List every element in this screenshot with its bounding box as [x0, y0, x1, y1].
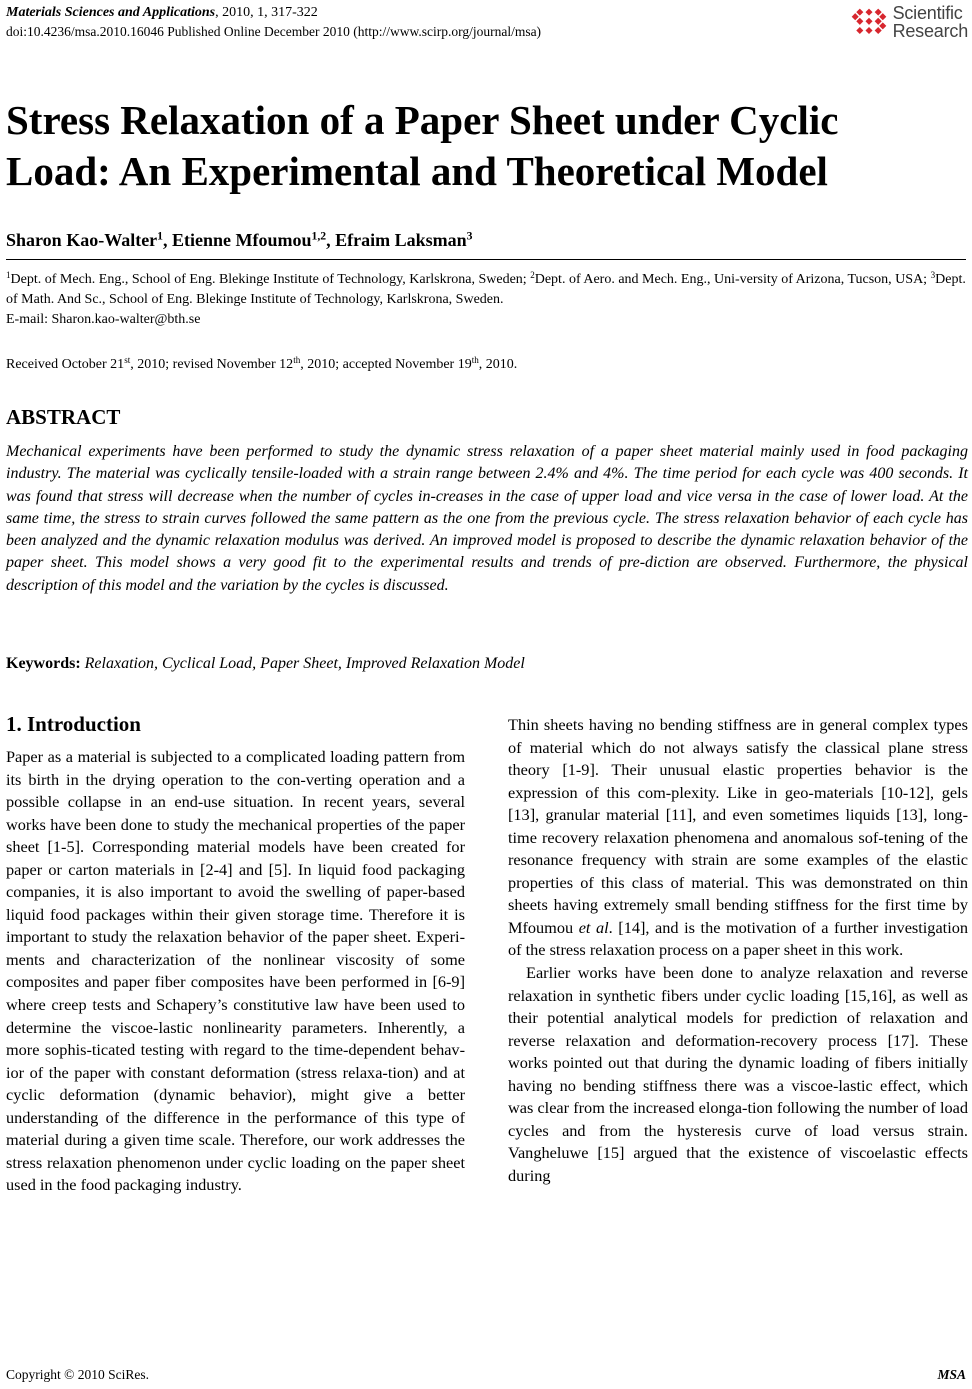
ordinal-suffix: th [471, 355, 479, 365]
title-line-1: Stress Relaxation of a Paper Sheet under Cyclic [6, 97, 839, 143]
left-column [6, 746, 465, 1197]
author-name: Etienne Mfoumou [172, 230, 312, 250]
footer-copyright: Copyright © 2010 SciRes. [6, 1367, 150, 1382]
author-separator: , [326, 230, 336, 250]
author-affiliation-mark: 3 [466, 229, 473, 243]
affiliation-text: Dept. of Aero. and Mech. Eng., Uni-versity of Arizona, Tucson, USA; [534, 272, 931, 287]
journal-citation [6, 4, 318, 21]
logo-square [865, 9, 872, 16]
section-heading-introduction: 1. Introduction [6, 712, 141, 736]
author-list [6, 229, 472, 251]
et-al-text: et al [578, 917, 609, 937]
publisher-logo [849, 2, 968, 42]
logo-line-1: Scientific [892, 3, 963, 23]
ordinal-suffix: th [293, 355, 301, 365]
logo-square [874, 9, 881, 16]
affiliation-text: Dept. of Math. And Sc., School of Eng. Blekinge Institute of Technology, Karlskrona, Sweden. [6, 272, 966, 307]
paragraph-text: Thin sheets having no bending stiffness are in general complex types of material which do not always satisfy the classical plane stress theory [1-9]. Their unusual elastic properties behavior is the expression of this com-plexity. Like in geo-materials [10-12], gels [13], granular material [11], and even sometimes liquids [13], long-time recovery relaxation phenomena and anomalous sof-tening of the resonance frequency with strain are some examples of the elastic properties of this class of material. This was demonstrated on thin sheets having extremely small bending stiffness for the first time by Mfoumou [508, 715, 968, 937]
body-paragraph: Paper as a material is subjected to a complicated loading pattern from its birth in the drying operation to the con-verting operation and a possible collapse in an end-use situation. In recent years, several works have been done to study the mechanical properties of the paper sheet [1-5]. Corresponding material models have been created for paper or carton materials in [2-4] and [5]. In liquid food packaging companies, it is also important to avoid the swelling of paper-based liquid food packages within their given storage time. Therefore it is important to study the relaxation behavior of the paper sheet. Experi-ments and characterization of the nonlinear viscosity of some composites and paper fiber composites have been performed in [6-9] where creep tests and Schapery’s constitutive law have been used to determine the viscoe-lastic nonlinearity parameters. Inherently, a more sophis-ticated testing with regard to the time-dependent behav-ior of the paper with constant deformation (stress relaxa-tion) and at cyclic deformation (dynamic behavior), might give a better understanding of the difference in the performance of this type of material during a given time scale. Therefore, our work addresses the stress relaxation phenomenon under cyclic loading on the paper sheet used in the food packaging industry. [6, 747, 465, 1195]
author-name: Efraim Laksman [335, 230, 467, 250]
keywords-list: Relaxation, Cyclical Load, Paper Sheet, Improved Relaxation Model [84, 655, 525, 672]
logo-square [856, 18, 863, 25]
logo-square [865, 18, 872, 25]
journal-volume: , 2010, 1, 317-322 [215, 5, 318, 20]
accepted-text: , 2010; accepted November 19 [300, 357, 472, 372]
affiliation-mark: 2 [530, 270, 535, 280]
author-affiliation-mark: 1 [157, 229, 164, 243]
revised-text: , 2010; revised November 12 [130, 357, 294, 372]
affiliation-mark: 1 [6, 270, 11, 280]
body-paragraph: Earlier works have been done to analyze relaxation and reverse relaxation in synthetic fibers under cyclic loading [15,16], as well as their potential analytical models for prediction of relaxation and reverse relaxation and deformation-recovery process [17]. These works pointed out that during the dynamic loading of fibers initially having no bending stiffness there was a viscoe-lastic effect, which was clear from the increased elonga-tion following the number of load cycles and from the hysteresis curve of load versus strain. Vangheluwe [15] argued that the existence of viscoelastic effects during [508, 963, 968, 1185]
logo-wordmark [893, 4, 968, 40]
logo-square [851, 13, 858, 20]
author-divider [6, 259, 966, 260]
journal-name: Materials Sciences and Applications [6, 5, 216, 20]
author-separator: , [163, 230, 173, 250]
body-paragraph [508, 714, 968, 962]
logo-square [856, 9, 863, 16]
logo-square [865, 27, 872, 34]
year-text: , 2010. [478, 357, 518, 372]
logo-square [879, 13, 886, 20]
right-column [508, 714, 968, 1187]
received-text: Received October 21 [6, 357, 125, 372]
logo-square [874, 18, 881, 25]
author-email: E-mail: Sharon.kao-walter@bth.se [6, 312, 201, 327]
article-title [6, 95, 966, 197]
ordinal-suffix: st [124, 355, 131, 365]
affiliations [6, 270, 968, 330]
scientific-research-logo-icon [849, 2, 889, 42]
author-name: Sharon Kao-Walter [6, 230, 158, 250]
logo-square [879, 22, 886, 29]
affiliation-mark: 3 [930, 270, 936, 280]
logo-mark-squares [851, 9, 886, 34]
received-dates [6, 355, 517, 375]
logo-line-2: Research [892, 21, 968, 41]
abstract-body: Mechanical experiments have been performed to study the dynamic stress relaxation of a paper sheet material mainly used in food packaging industry. The material was cyclically tensile-loaded with a strain range between 2.4% and 4%. The time period for each cycle was 400 seconds. It was found that stress will decrease when the number of cycles in-creases in the case of upper load and vice versa in the case of lower load. At the same time, the stress to strain curves followed the same pattern as the one from the previous cycle. The stress relaxation behavior of each cycle has been analyzed and the dynamic relaxation modulus was derived. An improved model is proposed to describe the dynamic relaxation behavior of the paper sheet. This model shows a very good fit to the experimental results and trends of pre-diction are observed. Furthermore, the physical description of this model and the variation by the cycles is discussed. [6, 443, 968, 594]
keywords-label: Keywords [6, 655, 76, 672]
author-affiliation-mark: 1,2 [311, 229, 327, 243]
paragraph-text: . [14], and is the motivation of a further investigation of the stress relaxation process on a paper sheet in this work. [508, 917, 968, 960]
abstract-heading: ABSTRACT [6, 405, 121, 429]
logo-square [856, 27, 863, 34]
doi-line: doi:10.4236/msa.2010.16046 Published Online December 2010 (http://www.scirp.org/journal/msa) [6, 24, 542, 39]
title-line-2: Load: An Experimental and Theoretical Model [6, 148, 828, 194]
logo-square [874, 27, 881, 34]
keywords: Keywords: Relaxation, Cyclical Load, Paper Sheet, Improved Relaxation Model [6, 655, 525, 672]
affiliation-text: Dept. of Mech. Eng., School of Eng. Blekinge Institute of Technology, Karlskrona, Sweden; [10, 272, 531, 287]
footer-journal-abbr: MSA [937, 1367, 966, 1382]
